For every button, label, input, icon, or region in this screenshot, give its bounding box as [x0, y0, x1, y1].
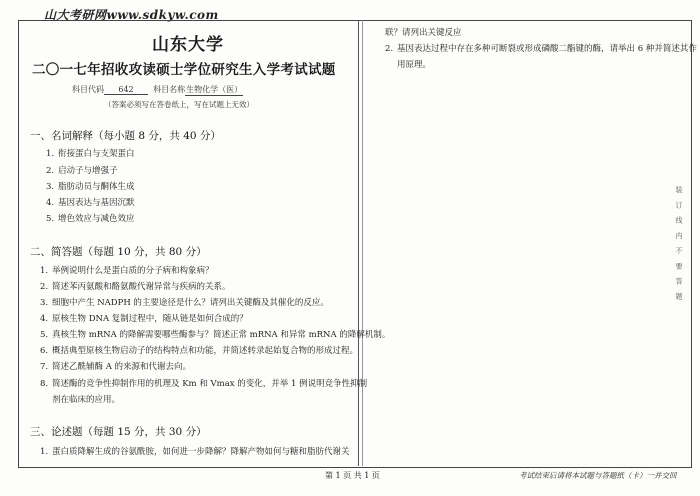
section-title-3: 三、论述题（每题 15 分，共 30 分）	[30, 426, 207, 438]
question-item: 3. 脂肪动员与酮体生成	[46, 182, 135, 192]
question-item: 4. 基因表达与基因沉默	[46, 198, 135, 208]
section-title-1: 一、名词解释（每小题 8 分，共 40 分）	[30, 130, 221, 142]
subject-label: 科目名称	[153, 85, 186, 94]
binding-margin	[672, 24, 686, 464]
exam-title: 二〇一七年招收攻读硕士学位研究生入学考试试题	[32, 62, 336, 78]
question-item: 1. 衔接蛋白与支架蛋白	[46, 149, 135, 159]
question-item: 2. 简述苯丙氨酸和酪氨酸代谢异常与疾病的关系。	[40, 282, 231, 292]
question-item: 4. 原核生物 DNA 复制过程中，随从链是如何合成的？	[40, 314, 248, 324]
column-divider-inner	[362, 20, 363, 466]
right-continuation: 联？请列出关键反应	[385, 28, 462, 38]
question-item: 7. 简述乙酰辅酶 A 的来源和代谢去向。	[40, 362, 192, 372]
watermark-text: 山大考研网www.sdkyw.com	[44, 8, 219, 22]
question-item: 1. 蛋白质降解生成的谷氨酰胺，如何进一步降解？降解产物如何与糖和脂肪代谢关	[40, 447, 350, 457]
question-item: 2. 基因表达过程中存在多种可断裂或形成磷酸二酯键的酶，请举出 6 种并简述其作	[385, 44, 697, 54]
column-divider	[358, 20, 359, 466]
answer-note: （答案必须写在答卷纸上，写在试题上无效）	[104, 100, 254, 109]
question-item: 5. 真核生物 mRNA 的降解需要哪些酶参与？简述正常 mRNA 和异常 mRNA 的降解机制。	[40, 330, 391, 340]
question-item: 5. 增色效应与减色效应	[46, 214, 135, 224]
university-name: 山东大学	[152, 35, 224, 55]
page-number: 第 1 页 共 1 页	[325, 471, 380, 480]
section-title-2: 二、简答题（每题 10 分，共 80 分）	[30, 246, 207, 258]
question-item: 8. 简述酶的竞争性抑制作用的机理及 Km 和 Vmax 的变化，并举 1 例说明竞争性抑制	[40, 379, 368, 389]
code-label: 科目代码	[72, 85, 104, 94]
question-item: 1. 举例说明什么是蛋白质的分子病和构象病？	[40, 266, 214, 276]
exam-meta	[72, 84, 243, 96]
code-value: 642	[104, 85, 148, 95]
question-item: 2. 启动子与增强子	[46, 166, 118, 176]
question-continuation: 剂在临床的应用。	[52, 395, 121, 405]
binding-text: 装 订 线 内 不 要 答 题	[675, 185, 683, 303]
question-continuation: 用原理。	[397, 60, 432, 70]
question-item: 6. 概括典型原核生物启动子的结构特点和功能，并简述转录起始复合物的形成过程。	[40, 346, 359, 356]
question-item: 3. 细胞中产生 NADPH 的主要途径是什么？请列出关键酶及其催化的反应。	[40, 298, 329, 308]
subject-value: 生物化学（医）	[186, 85, 243, 94]
footer-note: 考试结束后请将本试题与答题纸（卡）一并交回	[519, 471, 677, 480]
